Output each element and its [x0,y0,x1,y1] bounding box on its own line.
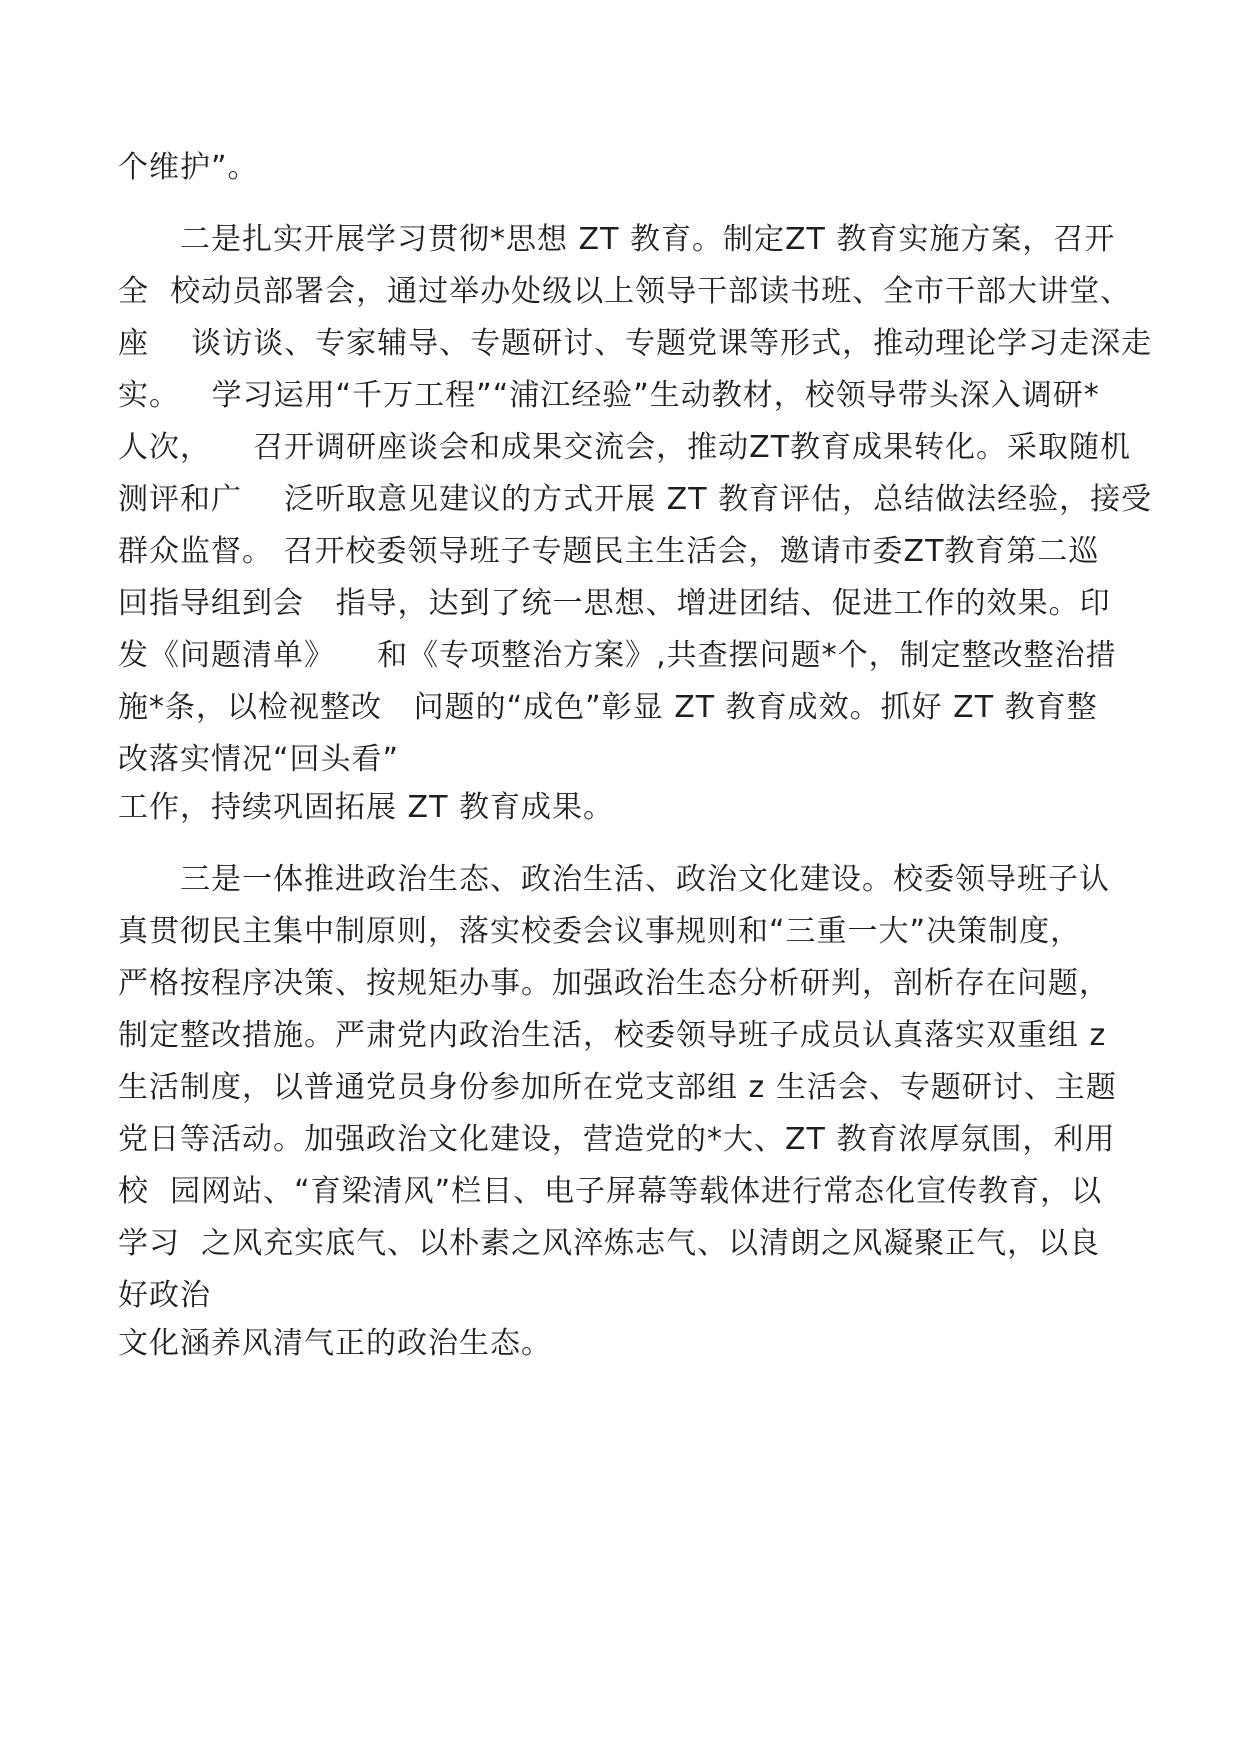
text-line: 学习 之风充实底气、以朴素之风淬炼志气、以清朗之风凝聚正气，以良 [118,1226,1101,1261]
text-line: 文化涵养风清气正的政治生态。 [118,1326,552,1361]
text-line: 生活制度，以普通党员身份参加所在党支部组 z 生活会、专题研讨、主题 [118,1070,1117,1105]
text-line: 实。 学习运用“千万工程”“浦江经验”生动教材，校领导带头深入调研* [118,378,1100,413]
text-line: 座 谈访谈、专家辅导、专题研讨、专题党课等形式，推动理论学习走深走 [118,326,1153,361]
text-line: 改落实情况“回头看” [118,742,400,777]
text-line: 真贯彻民主集中制原则，落实校委会议事规则和“三重一大”决策制度， [118,914,1082,949]
text-line: 好政治 [118,1278,211,1313]
text-line: 个维护”。 [118,150,259,185]
text-line: 施*条，以检视整改 问题的“成色”彰显 ZT 教育成效。抓好 ZT 教育整 [118,690,1098,725]
text-line: 全 校动员部署会，通过举办处级以上领导干部读书班、全市干部大讲堂、 [118,274,1132,309]
text-line: 严格按程序决策、按规矩办事。加强政治生态分析研判，剖析存在问题， [118,966,1110,1001]
text-line: 群众监督。 召开校委领导班子专题民主生活会，邀请市委ZT教育第二巡 [118,534,1100,569]
text-line: 发《问题清单》 和《专项整治方案》,共查摆问题*个，制定整改整治措 [118,638,1117,673]
text-line: 党日等活动。加强政治文化建设，营造党的*大、ZT 教育浓厚氛围，利用 [118,1122,1116,1157]
paragraph-start-line: 二是扎实开展学习贯彻*思想 ZT 教育。制定ZT 教育实施方案，召开 [180,222,1116,257]
text-line: 制定整改措施。严肃党内政治生活，校委领导班子成员认真落实双重组 z [118,1018,1107,1053]
paragraph-start-line: 三是一体推进政治生态、政治生活、政治文化建设。校委领导班子认 [180,862,1110,897]
text-line: 测评和广 泛听取意见建议的方式开展 ZT 教育评估，总结做法经验，接受 [118,482,1153,517]
text-line: 回指导组到会 指导，达到了统一思想、增进团结、促进工作的效果。印 [118,586,1111,621]
text-line: 人次， 召开调研座谈会和成果交流会，推动ZT教育成果转化。采取随机 [118,430,1132,465]
text-line: 校 园网站、“育梁清风”栏目、电子屏幕等载体进行常态化宣传教育，以 [118,1174,1103,1209]
text-line: 工作，持续巩固拓展 ZT 教育成果。 [118,790,614,825]
